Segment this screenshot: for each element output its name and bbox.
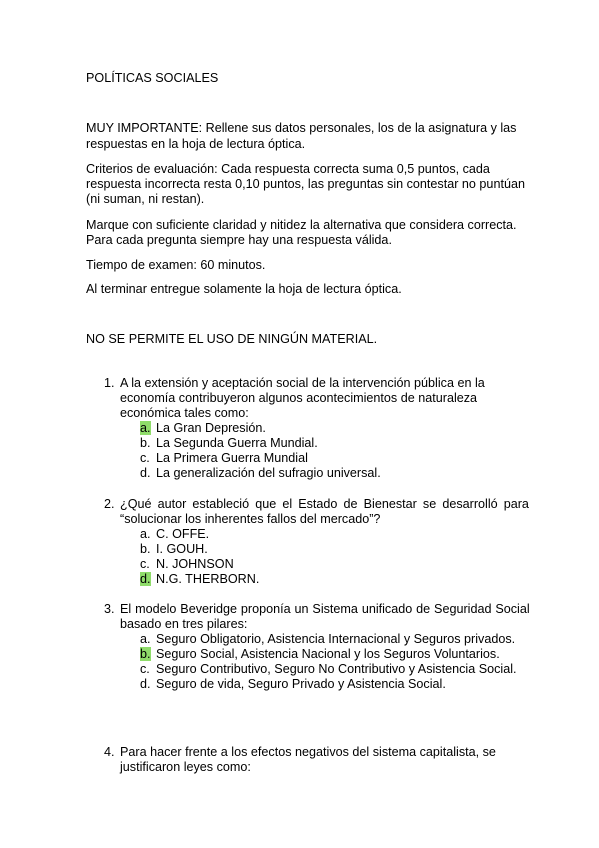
answer-option: c. Seguro Contributivo, Seguro No Contributivo y Asistencia Social. [140,662,517,676]
question-text: económica tales como: [120,406,249,420]
instruction-line: Para cada pregunta siempre hay una respuesta válida. [86,233,392,247]
selected-answer-marker: b. [140,647,151,661]
answer-option: d. La generalización del sufragio universal. [140,466,381,480]
no-material-notice: NO SE PERMITE EL USO DE NINGÚN MATERIAL. [86,332,378,346]
question-text: economía contribuyeron algunos acontecimientos de naturaleza [120,391,478,405]
question-number: 4. [104,745,115,759]
answer-option: a. C. OFFE. [140,527,210,541]
question-text: El modelo Beveridge proponía un Sistema unificado de Seguridad Social [120,602,530,616]
question-text: “solucionar los inherentes fallos del mercado”? [120,512,381,526]
answer-option: a. Seguro Obligatorio, Asistencia Internacional y Seguros privados. [140,632,516,646]
question-text: justificaron leyes como: [120,760,251,774]
answer-option: c. La Primera Guerra Mundial [140,451,308,465]
instruction-line: Al terminar entregue solamente la hoja de lectura óptica. [86,282,402,296]
answer-option: b. La Segunda Guerra Mundial. [140,436,318,450]
question-text: A la extensión y aceptación social de la intervención pública en la [120,376,485,390]
instruction-line: Tiempo de examen: 60 minutos. [86,258,266,272]
answer-option: b. Seguro Social, Asistencia Nacional y los Seguros Voluntarios. [140,647,500,661]
selected-answer-marker: a. [140,421,151,435]
question-number: 3. [104,602,115,616]
answer-option: c. N. JOHNSON [140,557,234,571]
answer-option: b. I. GOUH. [140,542,208,556]
question-number: 1. [104,376,115,390]
instruction-line: respuesta incorrecta resta 0,10 puntos, las preguntas sin contestar no puntúan [86,177,525,191]
instruction-line: (ni suman, ni restan). [86,192,205,206]
selected-answer-marker: d. [140,572,151,586]
instruction-line: respuestas en la hoja de lectura óptica. [86,137,306,151]
instruction-line: MUY IMPORTANTE: Rellene sus datos personales, los de la asignatura y las [86,121,517,135]
exam-title: POLÍTICAS SOCIALES [86,71,219,85]
answer-option: d. Seguro de vida, Seguro Privado y Asistencia Social. [140,677,446,691]
answer-option: a. La Gran Depresión. [140,421,266,435]
answer-option: d. N.G. THERBORN. [140,572,260,586]
instruction-line: Criterios de evaluación: Cada respuesta correcta suma 0,5 puntos, cada [86,162,490,176]
instruction-line: Marque con suficiente claridad y nitidez la alternativa que considera correcta. [86,218,517,232]
question-text: Para hacer frente a los efectos negativos del sistema capitalista, se [120,745,496,759]
question-text: ¿Qué autor estableció que el Estado de Bienestar se desarrolló para [120,497,529,511]
question-text: basado en tres pilares: [120,617,248,631]
question-number: 2. [104,497,115,511]
